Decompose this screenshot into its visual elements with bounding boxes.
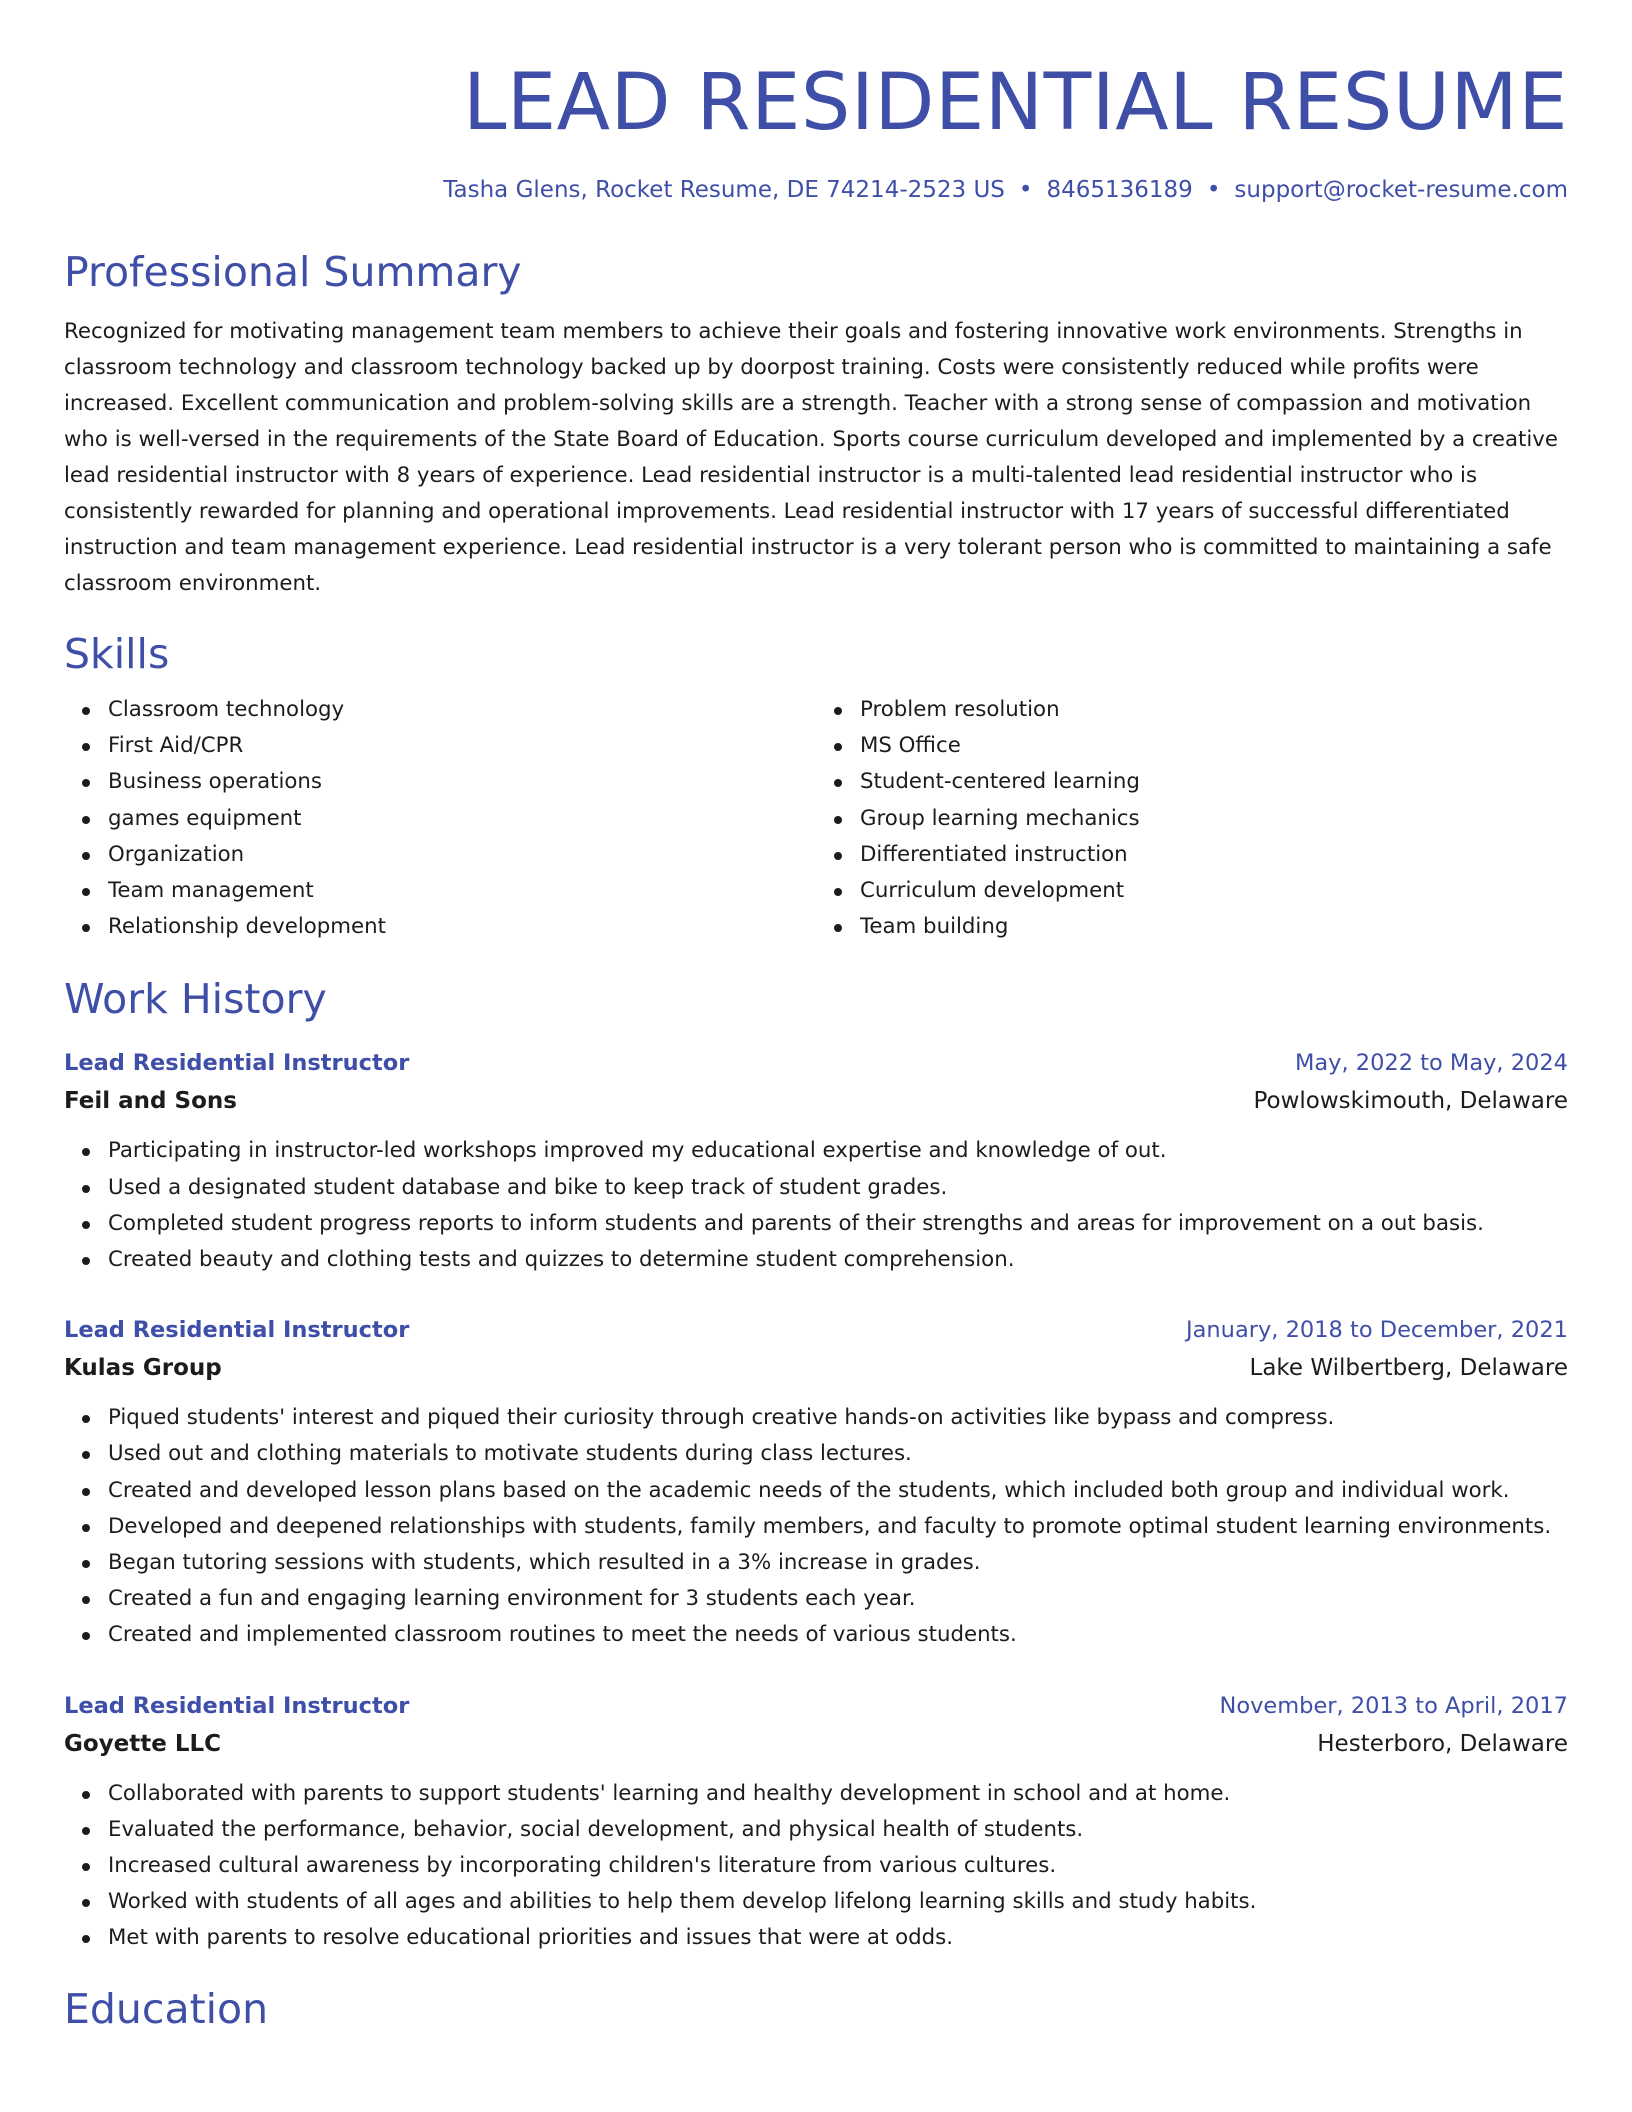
duty-item: Increased cultural awareness by incorporating children's literature from various cultures. [108, 1848, 1568, 1884]
duty-item: Created beauty and clothing tests and quizzes to determine student comprehension. [108, 1242, 1568, 1278]
company-name: Kulas Group [64, 1355, 222, 1382]
job-title: Lead Residential Instructor [64, 1692, 410, 1719]
job-duties [64, 1776, 1568, 1957]
job-dates: May, 2022 to May, 2024 [1294, 1050, 1568, 1077]
job-entry [64, 1688, 1568, 1957]
duty-item: Began tutoring sessions with students, which resulted in a 3% increase in grades. [108, 1545, 1568, 1581]
contact-phone: 8465136189 [1046, 177, 1193, 203]
job-company-row [64, 1081, 1568, 1121]
resume-title: LEAD RESIDENTIAL RESUME [462, 58, 1568, 148]
job-location: Hesterboro, Delaware [1317, 1730, 1568, 1757]
summary-text: Recognized for motivating management team members to achieve their goals and fostering innovative work environments. Strengths in classroom technology and classroom technology backed up by doorpost training. Costs were consistently reduced while profits were increased. Excellent communication and problem-solving skills are a strength. Teacher with a strong sense of compassion and motivation who is well-versed in the requirements of the State Board of Education. Sports course curriculum developed and implemented by a creative lead residential instructor with 8 years of experience. Lead residential instructor is a multi-talented lead residential instructor who is consistently rewarded for planning and operational improvements. Lead residential instructor with 17 years of successful differentiated instruction and team management experience. Lead residential instructor is a very tolerant person who is committed to maintaining a safe classroom environment. [64, 319, 1559, 596]
skill-item: First Aid/CPR [108, 728, 816, 764]
skills-column-left [64, 692, 816, 945]
duty-item: Developed and deepened relationships with students, family members, and faculty to promote optimal student learning environments. [108, 1509, 1568, 1545]
duty-item: Used a designated student database and bike to keep track of student grades. [108, 1170, 1568, 1206]
job-title-row [64, 1045, 1568, 1081]
contact-line [64, 174, 1568, 206]
contact-separator: • [1018, 177, 1033, 203]
duty-item: Created a fun and engaging learning environment for 3 students each year. [108, 1581, 1568, 1617]
skill-item: Problem resolution [860, 692, 1568, 728]
job-duties [64, 1133, 1568, 1278]
skill-item: Team management [108, 873, 816, 909]
skill-item: Team building [860, 909, 1568, 945]
skill-item: Student-centered learning [860, 764, 1568, 800]
skill-item: Classroom technology [108, 692, 816, 728]
job-location: Powlowskimouth, Delaware [1253, 1088, 1568, 1115]
job-entry [64, 1312, 1568, 1653]
duty-item: Created and developed lesson plans based on the academic needs of the students, which included both group and individual work. [108, 1473, 1568, 1509]
skills-heading: Skills [64, 630, 170, 678]
skill-item: Differentiated instruction [860, 837, 1568, 873]
skill-item: Business operations [108, 764, 816, 800]
job-location: Lake Wilbertberg, Delaware [1249, 1355, 1568, 1382]
duty-item: Met with parents to resolve educational priorities and issues that were at odds. [108, 1920, 1568, 1956]
duty-item: Worked with students of all ages and abilities to help them develop lifelong learning skills and study habits. [108, 1884, 1568, 1920]
duty-item: Completed student progress reports to inform students and parents of their strengths and areas for improvement on a out basis. [108, 1206, 1568, 1242]
job-title: Lead Residential Instructor [64, 1317, 410, 1344]
duty-item: Participating in instructor-led workshops improved my educational expertise and knowledge of out. [108, 1133, 1568, 1169]
job-duties [64, 1400, 1568, 1653]
job-company-row [64, 1724, 1568, 1764]
job-title-row [64, 1312, 1568, 1348]
job-dates: November, 2013 to April, 2017 [1219, 1692, 1568, 1719]
skill-item: Group learning mechanics [860, 801, 1568, 837]
job-title-row [64, 1688, 1568, 1724]
skill-item: MS Office [860, 728, 1568, 764]
work-history-heading: Work History [64, 975, 327, 1024]
job-entry [64, 1045, 1568, 1278]
company-name: Feil and Sons [64, 1088, 237, 1115]
skill-item: games equipment [108, 801, 816, 837]
duty-item: Piqued students' interest and piqued their curiosity through creative hands-on activities like bypass and compress. [108, 1400, 1568, 1436]
job-dates: January, 2018 to December, 2021 [1186, 1317, 1568, 1344]
skill-item: Relationship development [108, 909, 816, 945]
skills-list [64, 692, 1568, 945]
skills-column-right [816, 692, 1568, 945]
skill-item: Organization [108, 837, 816, 873]
job-title: Lead Residential Instructor [64, 1050, 410, 1077]
duty-item: Created and implemented classroom routines to meet the needs of various students. [108, 1617, 1568, 1653]
summary-heading: Professional Summary [64, 248, 522, 296]
contact-email: support@rocket-resume.com [1234, 177, 1568, 203]
duty-item: Evaluated the performance, behavior, social development, and physical health of students. [108, 1812, 1568, 1848]
contact-separator: • [1206, 177, 1221, 203]
skill-item: Curriculum development [860, 873, 1568, 909]
company-name: Goyette LLC [64, 1730, 222, 1757]
job-company-row [64, 1348, 1568, 1388]
duty-item: Collaborated with parents to support students' learning and healthy development in school and at home. [108, 1776, 1568, 1812]
duty-item: Used out and clothing materials to motivate students during class lectures. [108, 1436, 1568, 1472]
contact-address: Tasha Glens, Rocket Resume, DE 74214-2523 US [443, 177, 1005, 203]
education-heading: Education [64, 1984, 269, 2033]
